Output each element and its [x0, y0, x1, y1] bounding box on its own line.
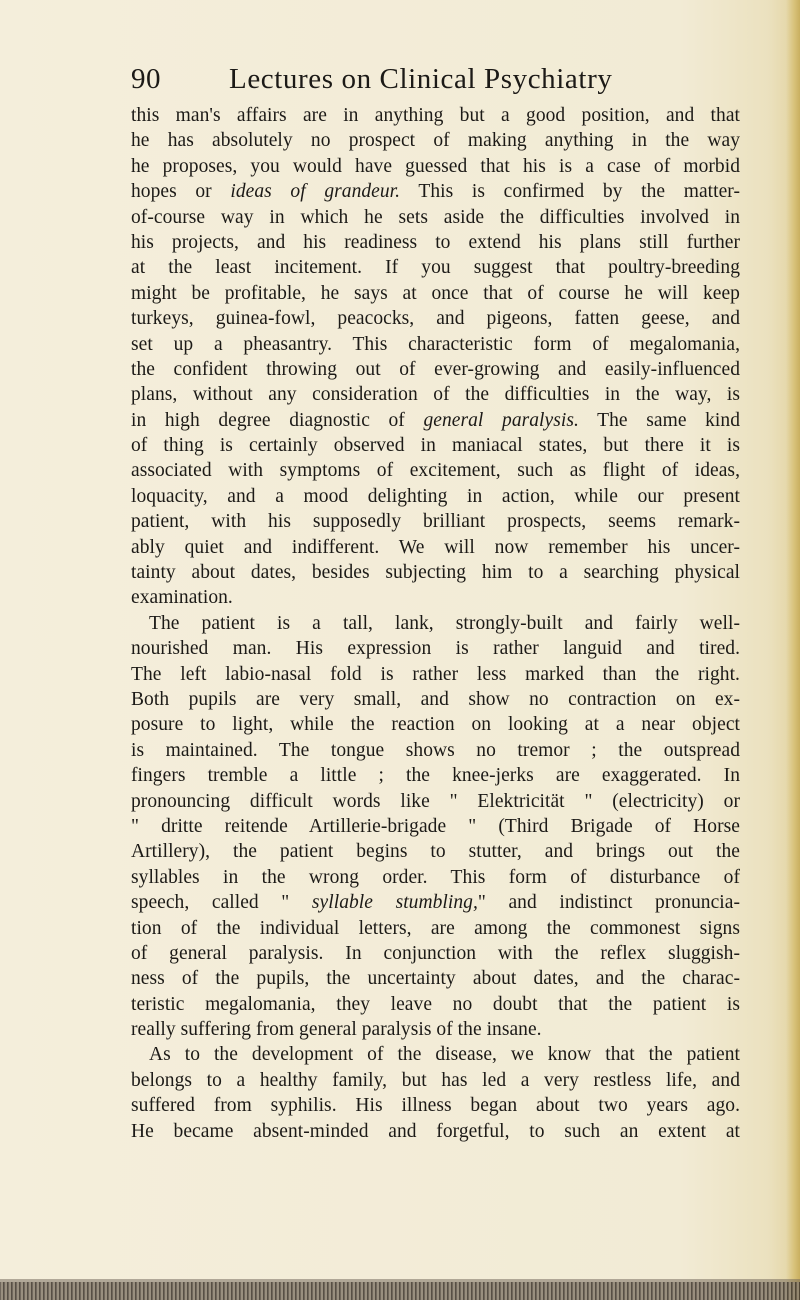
text-line: set up a pheasantry. This characteristic form of megalomania, — [131, 333, 740, 355]
page-edge-shading — [786, 0, 800, 1300]
text-line: of-course way in which he sets aside the difficulties involved in — [131, 206, 740, 228]
italic-phrase: ideas of grandeur. — [230, 181, 401, 203]
text-line: examination. — [131, 587, 233, 609]
text-segment: This is confirmed by the matter- — [400, 181, 740, 203]
text-line: is maintained. The tongue shows no tremor ; the outspread — [131, 739, 740, 761]
text-segment: hopes or — [131, 181, 231, 203]
text-line: teristic megalomania, they leave no doubt that the patient is — [131, 993, 740, 1015]
italic-phrase: general paralysis. — [423, 409, 579, 431]
text-line: pronouncing difficult words like " Elektricität " (electricity) or — [131, 790, 740, 812]
text-line — [131, 179, 740, 204]
body-text — [131, 103, 740, 1144]
text-line: the confident throwing out of ever-growing and easily-influenced — [131, 358, 740, 380]
text-line: Both pupils are very small, and show no contraction on ex- — [131, 688, 740, 710]
text-line: this man's affairs are in anything but a good position, and that — [131, 105, 740, 126]
text-line — [131, 408, 740, 433]
text-line — [131, 890, 740, 915]
text-line: belongs to a healthy family, but has led a very restless life, and — [131, 1069, 740, 1091]
text-line: he proposes, you would have guessed that his is a case of morbid — [131, 155, 740, 177]
text-line: patient, with his supposedly brilliant prospects, seems remark- — [131, 511, 740, 533]
text-line: ably quiet and indifferent. We will now remember his uncer- — [131, 536, 740, 558]
page-bottom-edge — [0, 1282, 800, 1300]
text-line: " dritte reitende Artillerie-brigade " (Third Brigade of Horse — [131, 815, 740, 837]
text-line: his projects, and his readiness to extend his plans still further — [131, 231, 740, 253]
text-line: As to the development of the disease, we know that the patient — [149, 1044, 740, 1066]
text-line: plans, without any consideration of the difficulties in the way, is — [131, 384, 740, 406]
text-line: nourished man. His expression is rather languid and tired. — [131, 638, 740, 660]
italic-phrase: syllable stumbling, — [311, 892, 478, 914]
text-line: Artillery), the patient begins to stutter, and brings out the — [131, 841, 740, 863]
page-number: 90 — [131, 63, 161, 95]
text-line: He became absent-minded and forgetful, to such an extent at — [131, 1120, 740, 1142]
text-line: suffered from syphilis. His illness began about two years ago. — [131, 1095, 740, 1117]
text-line: ness of the pupils, the uncertainty about dates, and the charac- — [131, 968, 740, 990]
text-line: at the least incitement. If you suggest that poultry-breeding — [131, 257, 740, 279]
text-line: associated with symptoms of excitement, such as flight of ideas, — [131, 460, 740, 482]
text-line: syllables in the wrong order. This form of disturbance of — [131, 866, 740, 888]
text-line: fingers tremble a little ; the knee-jerks are exaggerated. In — [131, 765, 740, 787]
text-line: of thing is certainly observed in maniacal states, but there it is — [131, 435, 740, 457]
text-line: tainty about dates, besides subjecting him to a searching physical — [131, 562, 740, 584]
text-line: might be profitable, he says at once that of course he will keep — [131, 282, 740, 304]
text-line: he has absolutely no prospect of making anything in the way — [131, 130, 740, 152]
text-line: The patient is a tall, lank, strongly-built and fairly well- — [149, 612, 740, 634]
text-line: posure to light, while the reaction on looking at a near object — [131, 714, 740, 736]
text-line: tion of the individual letters, are among the commonest signs — [131, 917, 740, 939]
text-line: The left labio-nasal fold is rather less marked than the right. — [131, 663, 740, 685]
text-line: really suffering from general paralysis of the insane. — [131, 1019, 542, 1041]
text-line: turkeys, guinea-fowl, peacocks, and pigeons, fatten geese, and — [131, 308, 740, 330]
text-segment: The same kind — [578, 409, 741, 431]
text-segment: in high degree diagnostic of — [131, 409, 424, 431]
text-segment: " and indistinct pronuncia- — [477, 892, 741, 914]
running-head — [131, 58, 741, 100]
text-segment: speech, called " — [131, 892, 312, 914]
running-title: Lectures on Clinical Psychiatry — [229, 63, 613, 95]
text-line: of general paralysis. In conjunction with the reflex sluggish- — [131, 942, 740, 964]
text-line: loquacity, and a mood delighting in action, while our present — [131, 485, 740, 507]
